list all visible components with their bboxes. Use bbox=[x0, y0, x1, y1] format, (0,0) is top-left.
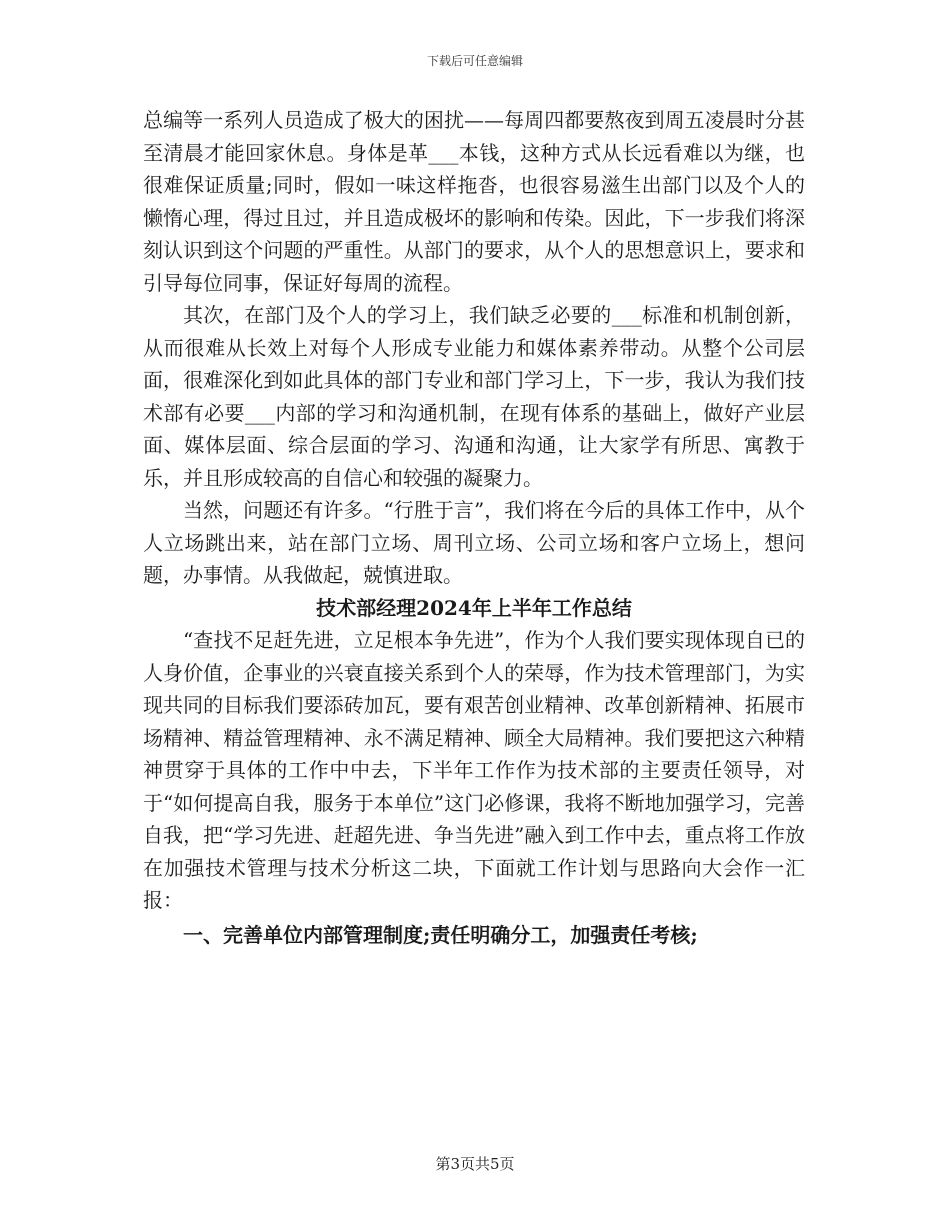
section-paragraph: “查找不足赶先进，立足根本争先进”，作为个人我们要实现体现自已的人身价值，企事业的兴衰直接关系到个人的荣辱，作为技术管理部门，为实现共同的目标我们要添砖加瓦，要有艰苦创业精神、改革创新精神、拓展市场精神、精益管理精神、永不满足精神、顾全大局精神。我们要把这六种精神贯穿于具体的工作中中去，下半年工作作为技术部的主要责任领导，对于“如何提高自我，服务于本单位”这门必修课，我将不断地加强学习，完善自我，把“学习先进、赶超先进、争当先进”融入到工作中去，重点将工作放在加强技术管理与技术分析这二块，下面就工作计划与思路向大会作一汇报： bbox=[143, 628, 805, 912]
section-subheading: 一、完善单位内部管理制度;责任明确分工，加强责任考核; bbox=[183, 922, 698, 947]
paragraph-third: 当然，问题还有许多。“行胜于言”，我们将在今后的具体工作中，从个人立场跳出来，站在部门立场、周刊立场、公司立场和客户立场上，想问题，办事情。从我做起，兢慎进取。 bbox=[143, 498, 805, 587]
section-title: 技术部经理2024年上半年工作总结 bbox=[316, 595, 632, 620]
page-footer: 第3页共5页 bbox=[435, 1155, 515, 1173]
paragraph-second: 其次，在部门及个人的学习上，我们缺乏必要的___标准和机制创新，从而很难从长效上对每个人形成专业能力和媒体素养带动。从整个公司层面，很难深化到如此具体的部门专业和部门学习上，下一步，我认为我们技术部有必要___内部的学习和沟通机制，在现有体系的基础上，做好产业层面、媒体层面、综合层面的学习、沟通和沟通，让大家学有所思、寓教于乐，并且形成较高的自信心和较强的凝聚力。 bbox=[143, 303, 805, 490]
paragraph-continuation: 总编等一系列人员造成了极大的困扰——每周四都要熬夜到周五凌晨时分甚至清晨才能回家休息。身体是革___本钱，这种方式从长远看难以为继，也很难保证质量;同时，假如一味这样拖沓，也很容易滋生出部门以及个人的懒惰心理，得过且过，并且造成极坏的影响和传染。因此，下一步我们将深刻认识到这个问题的严重性。从部门的要求，从个人的思想意识上，要求和引导每位同事，保证好每周的流程。 bbox=[143, 108, 805, 295]
page-header: 下载后可任意编辑 bbox=[426, 54, 523, 68]
document-body bbox=[143, 104, 805, 951]
